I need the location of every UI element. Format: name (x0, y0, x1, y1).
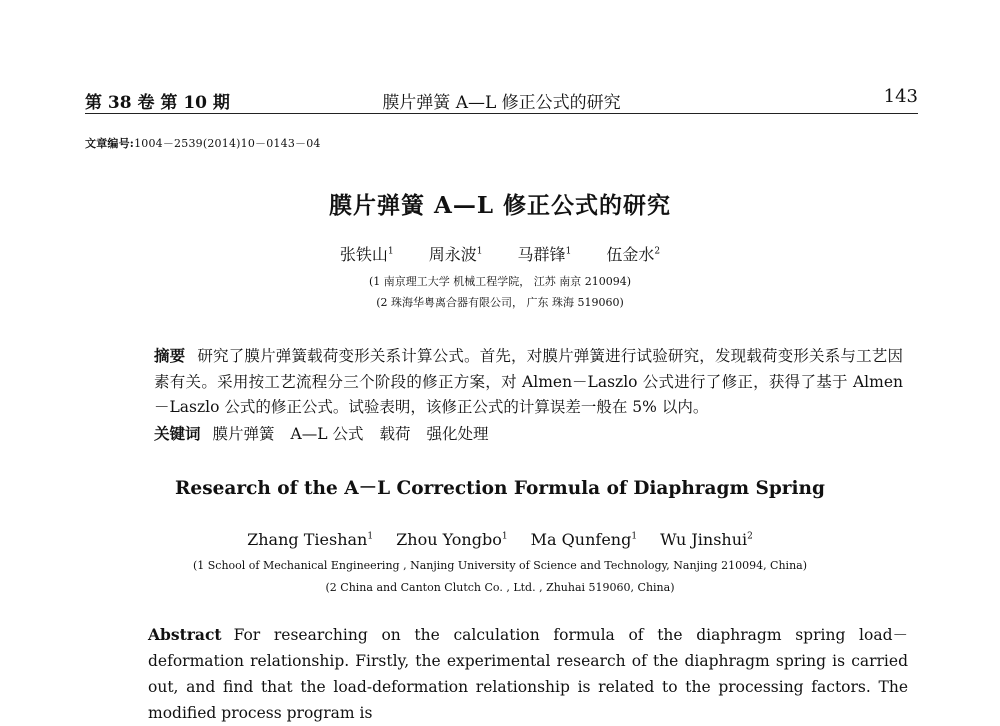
page-number: 143 (883, 86, 918, 107)
cn-author: 张铁山$^1$ (339, 245, 394, 264)
cn-affiliation-1: (1 南京理工大学 机械工程学院， 江苏 南京 210094) (368, 275, 632, 288)
keyword: A—L 公式 (290, 424, 364, 443)
cn-abstract-text: 研究了膜片弹簧载荷变形关系计算公式。首先，对膜片弹簧进行试验研究，发现载荷变形关系与工艺因素有关。采用按工艺流程分三个阶段的修正方案，对 Almen－Laszlo 公式进行了修正，获得了基于 Almen－Laszlo 公式的修正公式。试验表明，该修正公式的计算误差一般在 5% 以内。 (154, 347, 903, 416)
en-title: Research of the A－L Correction Formula of Diaphragm Spring (175, 478, 825, 499)
keyword: 膜片弹簧 (212, 424, 275, 443)
cn-abstract-label: 摘要 (154, 346, 186, 365)
en-author: Ma Qunfeng$^1$ (530, 530, 638, 549)
cn-author: 伍金水$^2$ (606, 245, 661, 264)
en-author: Zhang Tieshan$^1$ (247, 530, 374, 549)
en-abstract-text: For researching on the calculation formula of the diaphragm spring load－deformation relationship. Firstly, the experimental research of the diaphragm spring is carried out, and find that the load-deformation relationship is related to the processing factors. The modified process program is (148, 626, 908, 722)
en-affiliation-1: (1 School of Mechanical Engineering , Nanjing University of Science and Technology, Nanjing 210094, China) (192, 559, 808, 572)
en-author: Zhou Yongbo$^1$ (396, 530, 508, 549)
cn-keywords-label: 关键词 (154, 423, 201, 443)
en-abstract-label: Abstract (148, 625, 222, 644)
cn-affiliation-2: (2 珠海华粤离合器有限公司， 广东 珠海 519060) (376, 296, 624, 309)
en-author: Wu Jinshui$^2$ (660, 530, 753, 549)
running-title: 膜片弹簧 A—L 修正公式的研究 (382, 93, 621, 113)
cn-author: 周永波$^1$ (428, 245, 483, 264)
article-number-label: 文章编号: (85, 137, 135, 150)
en-affiliation-2: (2 China and Canton Clutch Co. , Ltd. , Zhuhai 519060, China) (325, 581, 675, 594)
keyword: 强化处理 (426, 424, 489, 443)
article-number-value: 1004－2539(2014)10－0143－04 (134, 137, 321, 150)
volume-issue: 第 38 卷 第 10 期 (85, 93, 230, 113)
en-abstract (118, 622, 908, 726)
cn-author: 马群锋$^1$ (517, 245, 572, 264)
cn-title: 膜片弹簧 A—L 修正公式的研究 (328, 192, 672, 219)
keyword: 载荷 (379, 424, 411, 443)
